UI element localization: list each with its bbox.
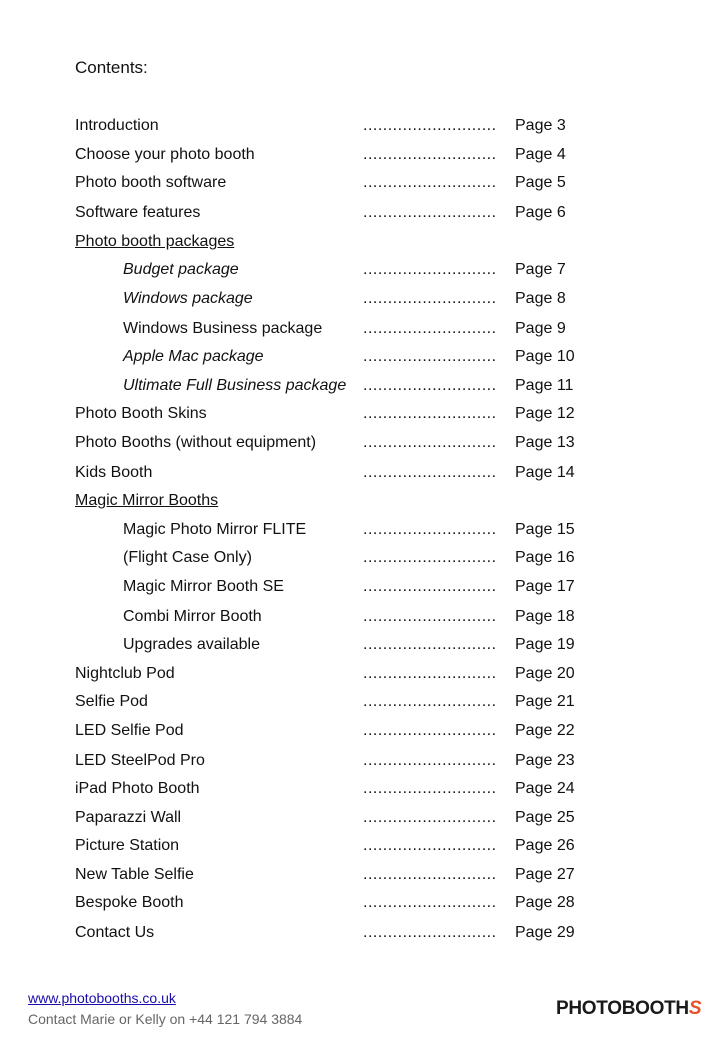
toc-entry bbox=[0, 431, 720, 455]
toc-entry-label: Magic Mirror Booth SE bbox=[123, 578, 284, 595]
toc-entry bbox=[0, 863, 720, 887]
toc-page-number: Page 23 bbox=[515, 752, 575, 769]
toc-leader-dots: ........................... bbox=[363, 290, 497, 307]
toc-leader-dots: ........................... bbox=[363, 809, 497, 826]
toc-page-number: Page 14 bbox=[515, 464, 575, 481]
toc-entry-label: Apple Mac package bbox=[123, 348, 264, 365]
contents-heading: Contents: bbox=[75, 58, 148, 77]
toc-entry-label: Magic Photo Mirror FLITE bbox=[123, 521, 307, 538]
toc-leader-dots: ........................... bbox=[363, 693, 497, 710]
toc-entry bbox=[0, 891, 720, 915]
toc-entry bbox=[0, 749, 720, 773]
toc-leader-dots: ........................... bbox=[363, 174, 497, 191]
toc-entry bbox=[0, 633, 720, 657]
toc-page-number: Page 27 bbox=[515, 866, 575, 883]
toc-entry bbox=[0, 402, 720, 426]
toc-leader-dots: ........................... bbox=[363, 405, 497, 422]
toc-leader-dots: ........................... bbox=[363, 521, 497, 538]
toc-entry bbox=[0, 201, 720, 225]
toc-entry bbox=[0, 114, 720, 138]
contact-text: Contact Marie or Kelly on +44 121 794 3884 bbox=[28, 1011, 303, 1027]
toc-page-number: Page 29 bbox=[515, 924, 575, 941]
toc-leader-dots: ........................... bbox=[363, 578, 497, 595]
logo-main-text: PHOTOBOOTH bbox=[556, 998, 689, 1019]
toc-page-number: Page 11 bbox=[515, 377, 574, 394]
toc-entry bbox=[0, 374, 720, 398]
toc-entry bbox=[0, 317, 720, 341]
toc-entry-label: Photo Booths (without equipment) bbox=[75, 434, 317, 451]
toc-leader-dots: ........................... bbox=[363, 117, 497, 134]
toc-entry-label: Introduction bbox=[75, 117, 159, 134]
toc-entry-label: Nightclub Pod bbox=[75, 665, 175, 682]
toc-entry-label: Bespoke Booth bbox=[75, 894, 184, 911]
toc-entry bbox=[0, 461, 720, 485]
toc-entry-label: Upgrades available bbox=[123, 636, 260, 653]
toc-leader-dots: ........................... bbox=[363, 752, 497, 769]
toc-entry bbox=[0, 518, 720, 542]
toc-entry bbox=[0, 719, 720, 743]
toc-section-heading: Magic Mirror Booths bbox=[75, 492, 219, 509]
toc-entry-label: Contact Us bbox=[75, 924, 155, 941]
toc-page-number: Page 12 bbox=[515, 405, 575, 422]
toc-entry-label: iPad Photo Booth bbox=[75, 780, 200, 797]
toc-entry-label: Windows Business package bbox=[123, 320, 323, 337]
toc-leader-dots: ........................... bbox=[363, 348, 497, 365]
toc-entry bbox=[0, 171, 720, 195]
toc-entry bbox=[0, 605, 720, 629]
toc-page-number: Page 28 bbox=[515, 894, 575, 911]
toc-page-number: Page 16 bbox=[515, 549, 575, 566]
toc-entry-label: Photo booth software bbox=[75, 174, 227, 191]
toc-entry-label: Photo Booth Skins bbox=[75, 405, 207, 422]
toc-leader-dots: ........................... bbox=[363, 636, 497, 653]
toc-entry-label: Selfie Pod bbox=[75, 693, 148, 710]
toc-entry-label: Software features bbox=[75, 204, 201, 221]
toc-page-number: Page 13 bbox=[515, 434, 575, 451]
toc-entry-label: LED Selfie Pod bbox=[75, 722, 184, 739]
toc-page-number: Page 4 bbox=[515, 146, 566, 163]
toc-leader-dots: ........................... bbox=[363, 665, 497, 682]
toc-entry-label: Kids Booth bbox=[75, 464, 153, 481]
toc-entry-label: Ultimate Full Business package bbox=[123, 377, 347, 394]
toc-page-number: Page 7 bbox=[515, 261, 566, 278]
toc-page-number: Page 21 bbox=[515, 693, 575, 710]
toc-page-number: Page 8 bbox=[515, 290, 566, 307]
toc-entry bbox=[0, 287, 720, 311]
toc-leader-dots: ........................... bbox=[363, 924, 497, 941]
logo-accent-text: S bbox=[688, 998, 702, 1019]
toc-page-number: Page 5 bbox=[515, 174, 566, 191]
toc-page-number: Page 19 bbox=[515, 636, 575, 653]
toc-leader-dots: ........................... bbox=[363, 894, 497, 911]
toc-leader-dots: ........................... bbox=[363, 866, 497, 883]
toc-page-number: Page 18 bbox=[515, 608, 575, 625]
photobooths-logo bbox=[556, 998, 701, 1020]
toc-entry bbox=[0, 777, 720, 801]
website-link[interactable]: www.photobooths.co.uk bbox=[28, 990, 176, 1006]
toc-page-number: Page 3 bbox=[515, 117, 566, 134]
toc-entry-label: LED SteelPod Pro bbox=[75, 752, 205, 769]
toc-page-number: Page 24 bbox=[515, 780, 575, 797]
toc-entry bbox=[0, 662, 720, 686]
toc-leader-dots: ........................... bbox=[363, 780, 497, 797]
toc-leader-dots: ........................... bbox=[363, 464, 497, 481]
toc-page-number: Page 22 bbox=[515, 722, 575, 739]
toc-entry bbox=[0, 345, 720, 369]
toc-entry bbox=[0, 143, 720, 167]
toc-leader-dots: ........................... bbox=[363, 377, 497, 394]
toc-entry-label: Choose your photo booth bbox=[75, 146, 255, 163]
toc-page-number: Page 25 bbox=[515, 809, 575, 826]
toc-entry-label: Budget package bbox=[123, 261, 239, 278]
toc-leader-dots: ........................... bbox=[363, 320, 497, 337]
toc-leader-dots: ........................... bbox=[363, 204, 497, 221]
toc-entry bbox=[0, 230, 720, 254]
toc-page-number: Page 15 bbox=[515, 521, 575, 538]
toc-entry bbox=[0, 921, 720, 945]
toc-entry bbox=[0, 258, 720, 282]
toc-leader-dots: ........................... bbox=[363, 608, 497, 625]
toc-entry bbox=[0, 546, 720, 570]
toc-entry bbox=[0, 834, 720, 858]
toc-entry bbox=[0, 575, 720, 599]
toc-leader-dots: ........................... bbox=[363, 146, 497, 163]
toc-entry-label: New Table Selfie bbox=[75, 866, 194, 883]
toc-entry-label: (Flight Case Only) bbox=[123, 549, 252, 566]
toc-leader-dots: ........................... bbox=[363, 837, 497, 854]
toc-entry bbox=[0, 489, 720, 513]
toc-page-number: Page 9 bbox=[515, 320, 566, 337]
toc-leader-dots: ........................... bbox=[363, 434, 497, 451]
toc-page-number: Page 20 bbox=[515, 665, 575, 682]
toc-entry-label: Combi Mirror Booth bbox=[123, 608, 262, 625]
toc-leader-dots: ........................... bbox=[363, 549, 497, 566]
toc-entry-label: Picture Station bbox=[75, 837, 180, 854]
toc-entry bbox=[0, 690, 720, 714]
toc-entry-label: Paparazzi Wall bbox=[75, 809, 182, 826]
toc-page-number: Page 26 bbox=[515, 837, 575, 854]
toc-section-heading: Photo booth packages bbox=[75, 233, 235, 250]
toc-leader-dots: ........................... bbox=[363, 722, 497, 739]
toc-page-number: Page 6 bbox=[515, 204, 566, 221]
toc-entry bbox=[0, 806, 720, 830]
toc-page-number: Page 17 bbox=[515, 578, 575, 595]
toc-leader-dots: ........................... bbox=[363, 261, 497, 278]
toc-page-number: Page 10 bbox=[515, 348, 575, 365]
toc-entry-label: Windows package bbox=[123, 290, 253, 307]
